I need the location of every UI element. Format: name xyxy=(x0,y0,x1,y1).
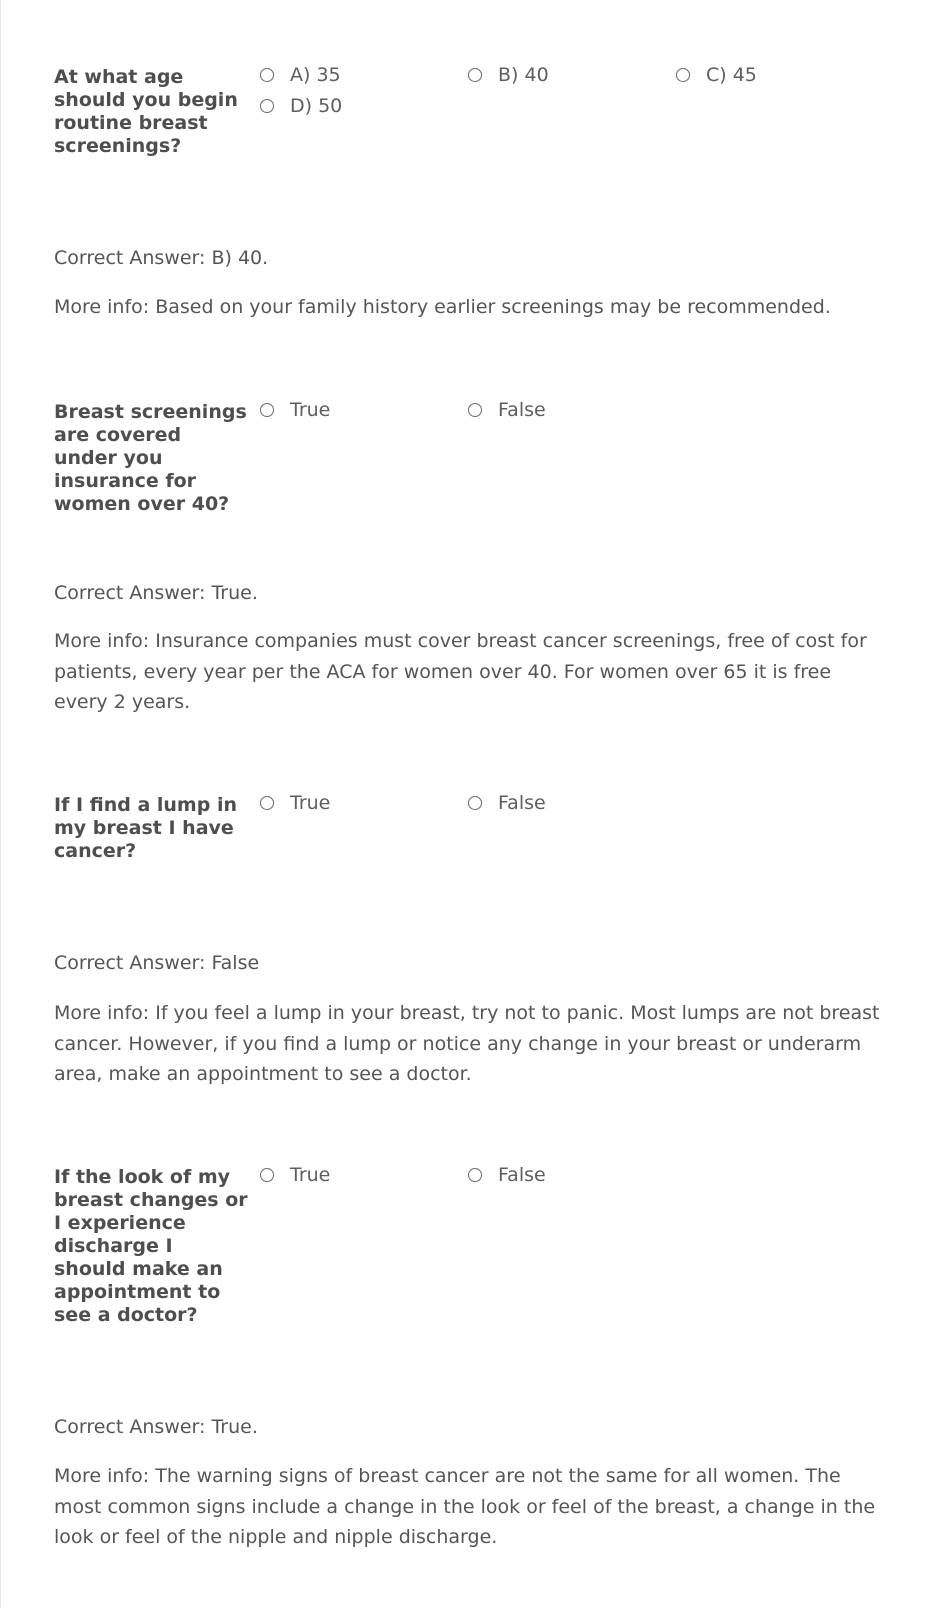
correct-answer-4: Correct Answer: True. xyxy=(54,1416,258,1438)
more-info-1: More info: Based on your family history earlier screenings may be recommended. xyxy=(54,296,831,318)
radio-button[interactable] xyxy=(468,1168,482,1182)
correct-answer-2: Correct Answer: True. xyxy=(54,582,258,604)
radio-button[interactable] xyxy=(468,68,482,82)
more-info-3: More info: If you feel a lump in your breast, try not to panic. Most lumps are not breast cancer. However, if you find a lump or notice any change in your breast or underarm area, make an appointment to see a doctor. xyxy=(54,1002,880,1085)
option-false[interactable] xyxy=(468,397,546,423)
radio-button[interactable] xyxy=(260,796,274,810)
option-label: False xyxy=(498,792,546,814)
option-label: True xyxy=(290,399,331,421)
option-label: False xyxy=(498,1164,546,1186)
option-label: True xyxy=(290,1164,331,1186)
option-label: D) 50 xyxy=(290,95,343,117)
option-true[interactable] xyxy=(260,1162,330,1188)
radio-button[interactable] xyxy=(676,68,690,82)
option-label: False xyxy=(498,399,546,421)
radio-button[interactable] xyxy=(468,796,482,810)
question-text: If the look of my breast changes or I experience discharge I should make an appointment to see a doctor? xyxy=(54,1166,248,1326)
radio-button[interactable] xyxy=(260,99,274,113)
correct-answer-3: Correct Answer: False xyxy=(54,952,260,974)
option-b[interactable] xyxy=(468,62,549,88)
option-label: C) 45 xyxy=(706,64,757,86)
option-false[interactable] xyxy=(468,790,546,816)
option-c[interactable] xyxy=(676,62,757,88)
option-label: B) 40 xyxy=(498,64,549,86)
option-label: A) 35 xyxy=(290,64,341,86)
more-info-4: More info: The warning signs of breast cancer are not the same for all women. The most common signs include a change in the look or feel of the breast, a change in the look or feel of the nipple and nipple discharge. xyxy=(54,1465,876,1548)
option-d[interactable] xyxy=(260,93,342,119)
option-false[interactable] xyxy=(468,1162,546,1188)
correct-answer-1: Correct Answer: B) 40. xyxy=(54,247,269,269)
radio-button[interactable] xyxy=(260,403,274,417)
option-a[interactable] xyxy=(260,62,341,88)
left-border xyxy=(0,0,1,1608)
option-true[interactable] xyxy=(260,790,330,816)
question-text: At what age should you begin routine breast screenings? xyxy=(54,66,238,157)
more-info-2: More info: Insurance companies must cover breast cancer screenings, free of cost for patients, every year per the ACA for women over 40. For women over 65 it is free every 2 years. xyxy=(54,630,867,713)
question-text: Breast screenings are covered under you insurance for women over 40? xyxy=(54,401,247,515)
radio-button[interactable] xyxy=(260,68,274,82)
question-text: If I find a lump in my breast I have cancer? xyxy=(54,794,237,862)
option-label: True xyxy=(290,792,331,814)
radio-button[interactable] xyxy=(468,403,482,417)
radio-button[interactable] xyxy=(260,1168,274,1182)
option-true[interactable] xyxy=(260,397,330,423)
